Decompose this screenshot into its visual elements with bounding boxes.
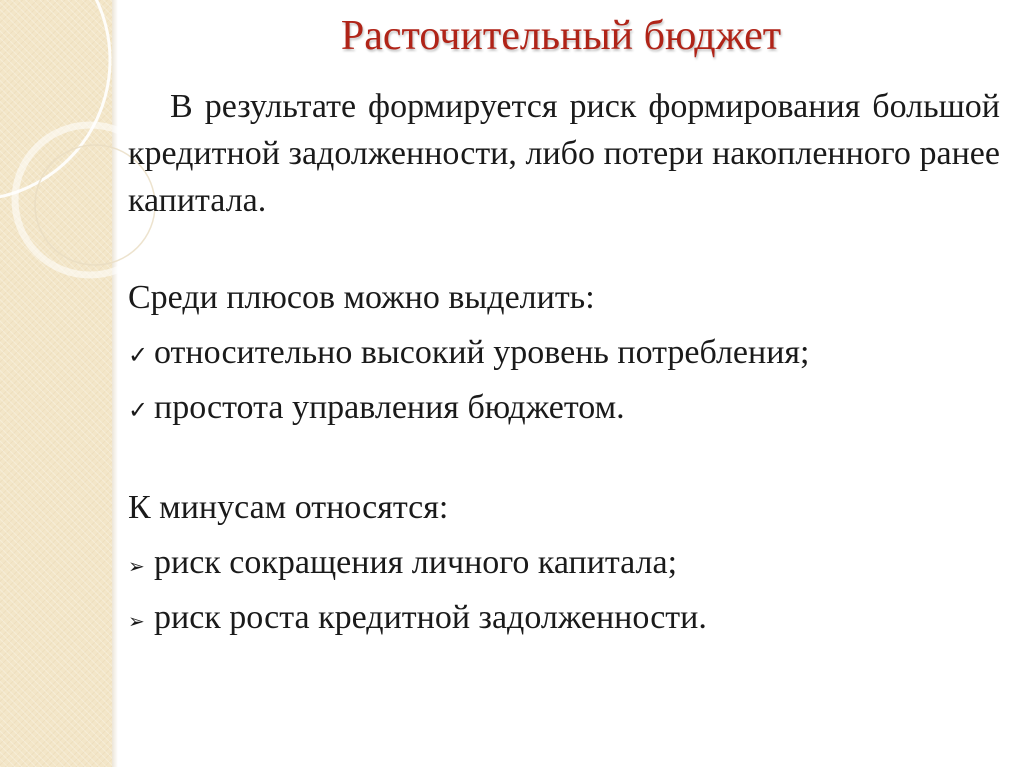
arrowhead-icon: ➢: [128, 609, 145, 633]
list-item: [128, 594, 1000, 641]
list-item: [128, 384, 1000, 431]
slide-title: Расточительный бюджет: [340, 13, 782, 59]
pros-heading: Среди плюсов можно выделить:: [128, 279, 595, 316]
intro-paragraph: В результате формируется риск формирования большой кредитной задолженности, либо потери накопленного ранее капитала.: [128, 88, 1000, 219]
slide-body: [128, 83, 1000, 649]
pros-list: [128, 329, 1000, 431]
cons-heading: К минусам относятся:: [128, 489, 449, 526]
arrowhead-icon: ➢: [128, 554, 145, 578]
checkmark-icon: ✓: [128, 341, 149, 369]
checkmark-icon: ✓: [128, 396, 149, 424]
pros-item-text: простота управления бюджетом.: [154, 389, 625, 426]
pros-item-text: относительно высокий уровень потребления;: [154, 334, 810, 371]
cons-list: [128, 539, 1000, 641]
cons-item-text: риск роста кредитной задолженности.: [154, 599, 707, 636]
list-item: [128, 329, 1000, 376]
cons-item-text: риск сокращения личного капитала;: [154, 544, 678, 581]
list-item: [128, 539, 1000, 586]
